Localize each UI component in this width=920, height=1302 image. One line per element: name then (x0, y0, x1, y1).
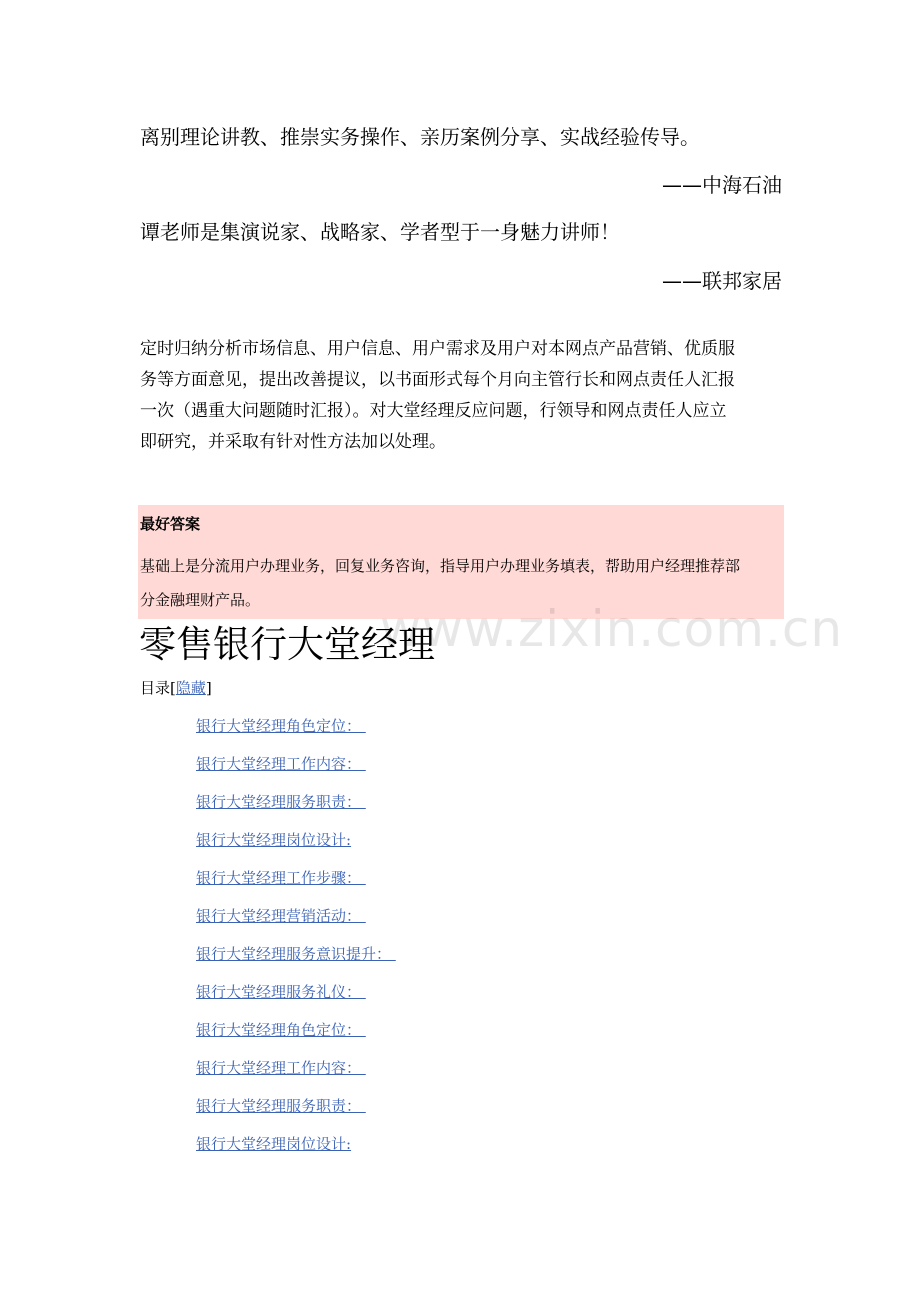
toc-item (196, 905, 396, 943)
toc-list (196, 715, 396, 1171)
toc-item (196, 981, 396, 1019)
toc-link[interactable]: 银行大堂经理工作内容： (196, 755, 366, 773)
toc-link[interactable]: 银行大堂经理服务礼仪： (196, 983, 366, 1001)
toc-item (196, 829, 396, 867)
toc-item (196, 791, 396, 829)
toc-item (196, 1133, 396, 1171)
toc-link[interactable]: 银行大堂经理营销活动： (196, 907, 366, 925)
body-paragraph (140, 334, 782, 458)
toc-link[interactable]: 银行大堂经理工作内容： (196, 1059, 366, 1077)
toc-link[interactable]: 银行大堂经理岗位设计: (196, 831, 352, 849)
toc-link[interactable]: 银行大堂经理服务职责： (196, 793, 366, 811)
paragraph-line: 即研究，并采取有针对性方法加以处理。 (140, 432, 446, 452)
toc-header (140, 677, 212, 699)
toc-item (196, 1095, 396, 1133)
toc-link[interactable]: 银行大堂经理角色定位： (196, 717, 366, 735)
quote-2-attribution: ——联邦家居 (662, 269, 782, 293)
toc-item (196, 1057, 396, 1095)
toc-item (196, 753, 396, 791)
toc-label-end: ] (205, 679, 212, 697)
paragraph-line: 定时归纳分析市场信息、用户信息、用户需求及用户对本网点产品营销、优质服 (140, 339, 735, 359)
toc-link[interactable]: 银行大堂经理服务意识提升： (196, 945, 396, 963)
quote-2-text: 谭老师是集演说家、战略家、学者型于一身魅力讲师！ (140, 220, 620, 244)
toc-item (196, 715, 396, 753)
toc-label: 目录[ (140, 679, 176, 697)
toc-link[interactable]: 银行大堂经理角色定位： (196, 1021, 366, 1039)
toc-item (196, 1019, 396, 1057)
quote-1-attribution: ——中海石油 (662, 173, 782, 197)
best-answer-title: 最好答案 (140, 515, 201, 533)
watermark: www.zixin.com.cn (380, 600, 844, 658)
page-title: 零售银行大堂经理 (139, 623, 435, 666)
answer-line: 基础上是分流用户办理业务，回复业务咨询，指导用户办理业务填表，帮助用户经理推荐部 (140, 557, 741, 575)
toc-link[interactable]: 银行大堂经理岗位设计: (196, 1135, 352, 1153)
toc-hide-link[interactable]: 隐藏 (175, 679, 206, 697)
paragraph-line: 务等方面意见，提出改善提议，以书面形式每个月向主管行长和网点责任人汇报 (140, 370, 735, 390)
toc-link[interactable]: 银行大堂经理服务职责： (196, 1097, 366, 1115)
answer-line: 分金融理财产品。 (140, 591, 261, 609)
toc-link[interactable]: 银行大堂经理工作步骤： (196, 869, 366, 887)
toc-item (196, 867, 396, 905)
paragraph-line: 一次（遇重大问题随时汇报）。对大堂经理反应问题，行领导和网点责任人应立 (140, 401, 727, 421)
toc-item (196, 943, 396, 981)
quote-1-text: 离别理论讲教、推崇实务操作、亲历案例分享、实战经验传导。 (140, 125, 700, 149)
